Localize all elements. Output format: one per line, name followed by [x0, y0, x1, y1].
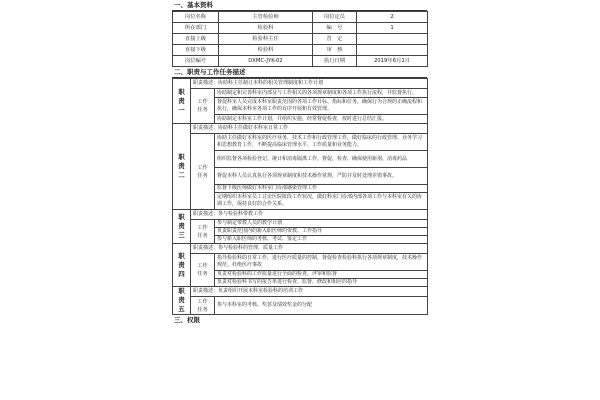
- info-label: 执行日期: [313, 56, 357, 67]
- task-row: [173, 134, 428, 151]
- info-label: 编 号: [313, 23, 357, 34]
- duty-number-label: [173, 124, 191, 210]
- duty-number-char: 三: [178, 231, 185, 239]
- duty-number-label: [173, 79, 191, 124]
- duty-desc-row: [173, 124, 428, 134]
- info-value: 检验科主任: [219, 34, 313, 45]
- task-label-line: 工作: [197, 298, 208, 305]
- info-value: [357, 34, 428, 45]
- task-row: [173, 220, 428, 228]
- task-text: 指导检验科的日常工作，进行医疗质量的控制，督促检查检验科执行各项规章制度，技术操作规范，杜绝医疗事故: [215, 254, 428, 271]
- duty-desc-row: [173, 287, 428, 297]
- section-authority-title: 三、权限: [174, 316, 200, 324]
- info-value: DXMC-JYK-02: [219, 56, 313, 67]
- task-label-line: 任务: [197, 232, 208, 239]
- task-label: [191, 297, 215, 315]
- duty-number-char: 职: [178, 87, 185, 96]
- duty-number-char: 职: [178, 153, 185, 161]
- duty-desc-row: [173, 244, 428, 254]
- task-text: 定期组织本科室员工讨论医院阶段工作状况，做好科室门诊部内部各项工作与本科室有关的协调工作，保持良好的合作关系。: [215, 193, 428, 210]
- info-value: 2: [357, 12, 428, 23]
- section-basic-info-title: 一、基本资料: [172, 0, 427, 11]
- task-label-line: 任务: [197, 271, 208, 277]
- info-label: 岗位定员: [313, 12, 357, 23]
- info-label: 审 核: [313, 45, 357, 56]
- duty-description: 职责描述：负责组织开展本科室检验科的培训工作: [191, 287, 428, 297]
- task-row: [173, 297, 428, 315]
- duty-desc-row: [173, 79, 428, 89]
- task-text: 协助制定本科室工作计划，并组织实施，经常督促检查，按时进行总结汇报。: [215, 115, 428, 124]
- task-text: 督促本科人员认真执行各项规章制度和技术操作常规，严防并及时处理差错事故。: [215, 168, 428, 185]
- task-label: [191, 220, 215, 244]
- task-text: 组织监督各项检验登记、统计和消毒隔离工作，督促、检查、确保使用新剂、消毒药品: [215, 151, 428, 168]
- info-value: 检验科: [219, 45, 313, 56]
- info-row: [173, 56, 428, 67]
- task-text: 负责对检验科书写的报告单进行检查、监督、修改和相应的指导: [215, 279, 428, 287]
- duty-description: 职责描述：协助科主任制订本科的相关管理制度和工作计划: [191, 79, 428, 89]
- task-text: 负责职责范围内的新入职医师的带教、工作指导: [215, 228, 428, 236]
- task-text: 协助主任做好本科室的医疗业务、技术工作和行政管理工作，做好临床的行政管理、业务学习和思想教育工作，不断提高临床管理水平、工作质量和业务能力。: [215, 134, 428, 151]
- duty-number-char: 责: [178, 296, 185, 304]
- info-value: 1: [357, 23, 428, 34]
- info-row: [173, 23, 428, 34]
- basic-info-table: [172, 11, 428, 67]
- duty-number-char: 四: [178, 269, 185, 278]
- task-row: [173, 254, 428, 271]
- task-text: 参与制定带教人员的教学计划: [215, 220, 428, 228]
- task-label: [191, 254, 215, 287]
- duty-number-char: 职: [178, 287, 185, 295]
- duty-number-char: 二: [178, 171, 185, 179]
- duty-description: 职责描述：参与检验科带教工作: [191, 210, 428, 220]
- task-text: 协助制定和完善科室内部及与工作相关的各项规章制度和各项工作执行流程，并监督执行。: [215, 89, 428, 98]
- task-label-line: 任务: [197, 172, 208, 179]
- task-label-line: 任务: [197, 306, 208, 313]
- duty-number-char: 职: [178, 251, 185, 260]
- duty-description: 职责描述：参与检验科的管理、质量工作: [191, 244, 428, 254]
- task-row: [173, 89, 428, 98]
- info-label: 岗位名称: [173, 12, 219, 23]
- info-row: [173, 45, 428, 56]
- duty-number-label: [173, 244, 191, 287]
- info-label: 所在部门: [173, 23, 219, 34]
- info-label: 晋 定: [313, 34, 357, 45]
- task-text: 负责对检验科的工作质量进行全面的检查，评审和监督: [215, 271, 428, 279]
- duty-number-char: 五: [178, 305, 185, 313]
- info-row: [173, 34, 428, 45]
- duty-number-char: 责: [178, 96, 185, 105]
- duty-desc-row: [173, 210, 428, 220]
- task-label-line: 工作: [197, 164, 208, 171]
- duty-number-char: 责: [178, 260, 185, 269]
- duty-number-char: 责: [178, 162, 185, 170]
- task-text: 参与本科室的考核、奖惩及绩效奖金的分配: [215, 297, 428, 315]
- task-label: [191, 134, 215, 210]
- task-label-line: 任务: [197, 107, 208, 113]
- info-value: 主管检验师: [219, 12, 313, 23]
- task-label-line: 工作: [197, 99, 208, 105]
- duty-number-char: 责: [178, 222, 185, 230]
- task-text: 参与新入职医师的考核、考试、鉴定工作: [215, 236, 428, 244]
- info-label: 岗位编号: [173, 56, 219, 67]
- job-description-document: [172, 0, 427, 400]
- task-label: [191, 89, 215, 124]
- info-value: 检验科: [219, 23, 313, 34]
- info-value: 2019年6月1日: [357, 56, 428, 67]
- task-label-line: 工作: [197, 263, 208, 269]
- duty-description: 职责描述：协助科主任做好本科室日常工作: [191, 124, 428, 134]
- duty-number-label: [173, 287, 191, 315]
- duty-number-label: [173, 210, 191, 244]
- section-duties-title: 二、职责与工作任务描述: [172, 67, 427, 78]
- duties-table: [172, 78, 428, 315]
- task-label-line: 工作: [197, 224, 208, 231]
- info-label: 直接下级: [173, 45, 219, 56]
- duty-number-char: 一: [178, 105, 185, 114]
- info-row: [173, 12, 428, 23]
- info-label: 直接上级: [173, 34, 219, 45]
- info-value: [357, 45, 428, 56]
- duty-number-char: 职: [178, 213, 185, 221]
- task-text: 监督下级医师做好本科室门诊部感染管理工作: [215, 185, 428, 193]
- task-text: 督促科室人员完成本科室职责范围的各项工作目标、指标和任务，确保行为合规的正确流程和执行，确保本科室各项工作的有序开展和有效管理。: [215, 98, 428, 115]
